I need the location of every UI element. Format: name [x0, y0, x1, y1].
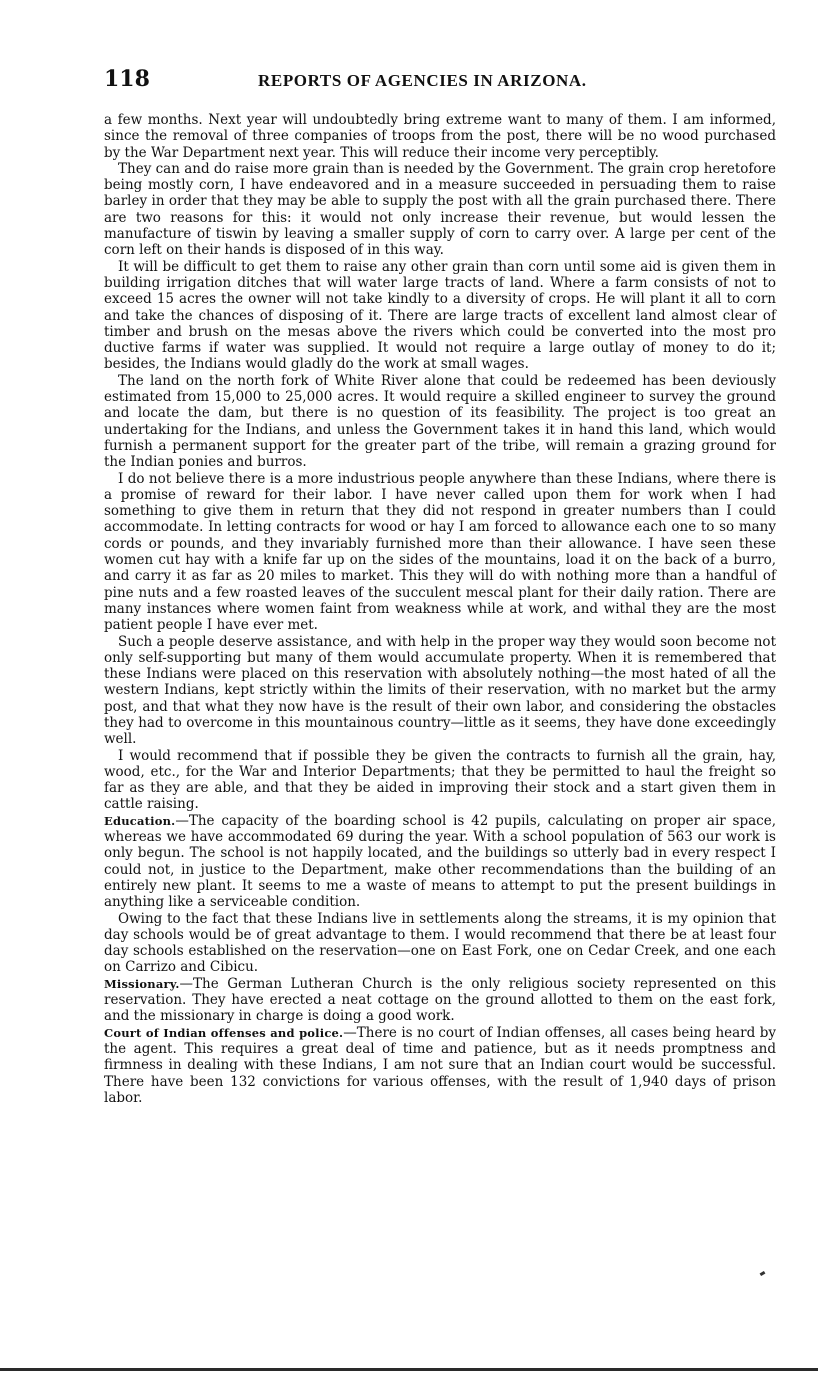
- paragraph-5: I do not believe there is a more industrious people anywhere than these Indians, where there is a promise of reward for their labor. I have never called upon them for work when I had something to give them in return that they did not respond in greater numbers than I could accommodate. In letting contracts for wood or hay I am forced to allowance each one to so many cords or pounds, and they invariably furnished more than their allowance. I have seen these women cut hay with a knife far up on the sides of the mountains, load it on the back of a burro, and carry it as far as 20 miles to market. This they will do with nothing more than a handful of pine nuts and a few roasted leaves of the succulent mescal plant for their daily ration. There are many instances where women faint from weakness while at work, and withal they are the most patient people I have ever met.: [104, 470, 776, 634]
- paragraph-day-schools: Owing to the fact that these Indians live in settlements along the streams, it is my opinion that day schools would be of great advantage to them. I would recommend that there be at least four day schools established on the reservation—one on East Fork, one on Cedar Creek, and one each on Carrizo and Cibicu.: [104, 910, 776, 976]
- section-text-missionary: —The German Lutheran Church is the only religious society represented on this reservation. They have erected a neat cottage on the ground allotted to them on the east fork, and the missionary in charge is doing a good work.: [104, 975, 776, 1025]
- section-heading-court: Court of Indian offenses and police.: [104, 1025, 344, 1040]
- page-number: 118: [104, 66, 150, 92]
- section-heading-education: Education.: [104, 813, 176, 828]
- paragraph-1: a few months. Next year will undoubtedly bring extreme want to many of them. I am informed, since the removal of three companies of troops from the post, there will be no wood purchased by the War Department next year. This will reduce their income very perceptibly.: [104, 112, 776, 161]
- running-head: REPORTS OF AGENCIES IN ARIZONA.: [258, 71, 587, 90]
- section-court: [104, 1025, 776, 1106]
- paragraph-4: The land on the north fork of White River alone that could be redeemed has been deviously estimated from 15,000 to 25,000 acres. It would require a skilled engineer to survey the ground and locate the dam, but there is no question of its feasibility. The project is too great an undertaking for the Indians, and unless the Government takes it in hand this land, which would furnish a permanent support for the greater part of the tribe, will remain a grazing ground for the Indian ponies and burros.: [104, 372, 776, 471]
- section-missionary: [104, 976, 776, 1025]
- section-text-court: —There is no court of Indian offenses, all cases being heard by the agent. This requires a great deal of time and patience, but as it needs promptness and firmness in dealing with these Indians, I am not sure that an Indian court would be successful. There have been 132 convictions for various offenses, with the result of 1,940 days of prison labor.: [104, 1024, 776, 1106]
- section-heading-missionary: Missionary.: [104, 976, 180, 991]
- paragraph-6: Such a people deserve assistance, and with help in the proper way they would soon become not only self-supporting but many of them would accumulate property. When it is remembered that these Indians were placed on this reservation with absolutely nothing—the most hated of all the western Indians, kept strictly within the limits of their reservation, with no market but the army post, and that what they now have is the result of their own labor, and considering the obstacles they had to overcome in this mountainous country—little as it seems, they have done exceedingly well.: [104, 633, 776, 748]
- section-text-education: —The capacity of the boarding school is 42 pupils, calculating on proper air space, whereas we have accommodated 69 during the year. With a school population of 563 our work is only begun. The school is not happily located, and the buildings so utterly bad in every respect I could not, in justice to the Department, make other recommendations than the building of an entirely new plant. It seems to me a waste of means to attempt to put the present buildings in anything like a serviceable condition.: [104, 812, 776, 911]
- paragraph-2: They can and do raise more grain than is needed by the Government. The grain crop heretofore being mostly corn, I have endeavored and in a measure succeeded in persuading them to raise barley in order that they may be able to supply the post with all the grain purchased there. There are two reasons for this: it would not only increase their revenue, but would lessen the manufacture of tiswin by leaving a smaller supply of corn to carry over. A large per cent of the corn left on their hands is disposed of in this way.: [104, 160, 776, 259]
- page-header: [104, 66, 784, 94]
- paragraph-7: I would recommend that if possible they be given the contracts to furnish all the grain, hay, wood, etc., for the War and Interior Departments; that they be permitted to haul the freight so far as they are able, and that they be aided in improving their stock and a start given them in cattle raising.: [104, 747, 776, 813]
- paragraph-3: It will be difficult to get them to raise any other grain than corn until some aid is given them in building irrigation ditches that will water large tracts of land. Where a farm consists of not to exceed 15 acres the owner will not take kindly to a diversity of crops. He will plant it all to corn and take the chances of disposing of it. There are large tracts of excellent land almost clear of timber and brush on the mesas above the rivers which could be converted into the most pro ductive farms if water was supplied. It would not require a large outlay of money to do it; besides, the Indians would gladly do the work at small wages.: [104, 258, 776, 373]
- bottom-rule: [0, 1368, 818, 1371]
- section-education: [104, 813, 776, 911]
- margin-mark: [760, 1271, 766, 1276]
- body-text: [104, 112, 776, 1106]
